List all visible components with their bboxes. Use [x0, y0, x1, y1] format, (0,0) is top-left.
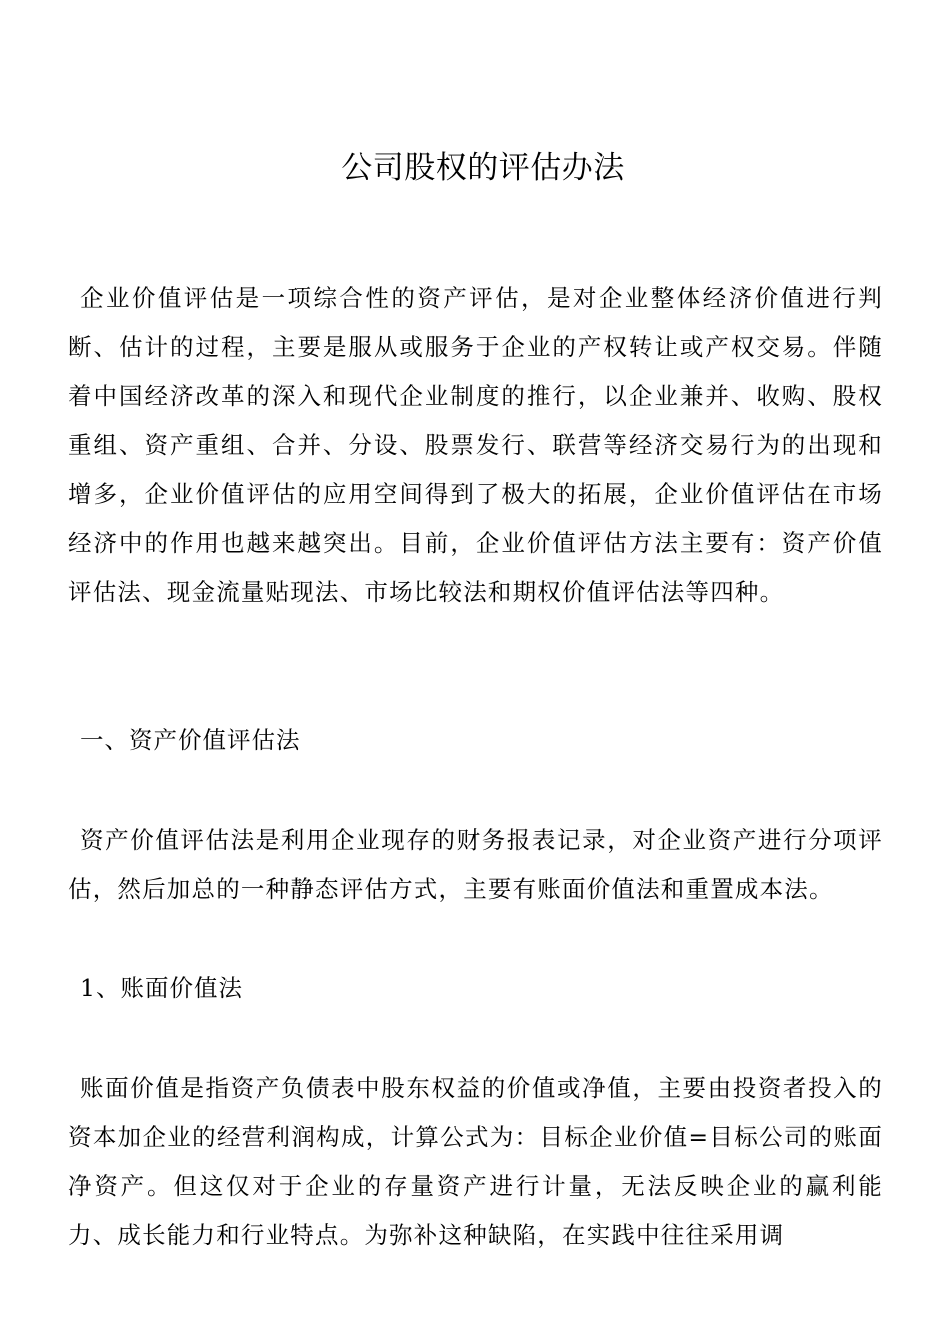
- section-heading-asset-valuation: 一、资产价值评估法: [80, 726, 301, 754]
- subsection-paragraph-book-value: 账面价值是指资产负债表中股东权益的价值或净值，主要由投资者投入的资本加企业的经营利润构成，计算公式为：目标企业价值=目标公司的账面净资产。但这仅对于企业的存量资产进行计量，无法反映企业的赢利能力、成长能力和行业特点。为弥补这种缺陷，在实践中往往采用调: [68, 1074, 883, 1249]
- subsection-heading-book-value: 1、账面价值法: [80, 974, 243, 1002]
- document-title: 公司股权的评估办法: [341, 150, 625, 186]
- intro-paragraph: 企业价值评估是一项综合性的资产评估，是对企业整体经济价值进行判断、估计的过程，主要是服从或服务于企业的产权转让或产权交易。伴随着中国经济改革的深入和现代企业制度的推行，以企业兼并、收购、股权重组、资产重组、合并、分设、股票发行、联营等经济交易行为的出现和增多，企业价值评估的应用空间得到了极大的拓展，企业价值评估在市场经济中的作用也越来越突出。目前，企业价值评估方法主要有：资产价值评估法、现金流量贴现法、市场比较法和期权价值评估法等四种。: [68, 284, 883, 606]
- section-paragraph-asset-valuation: 资产价值评估法是利用企业现存的财务报表记录，对企业资产进行分项评估，然后加总的一种静态评估方式，主要有账面价值法和重置成本法。: [68, 826, 883, 903]
